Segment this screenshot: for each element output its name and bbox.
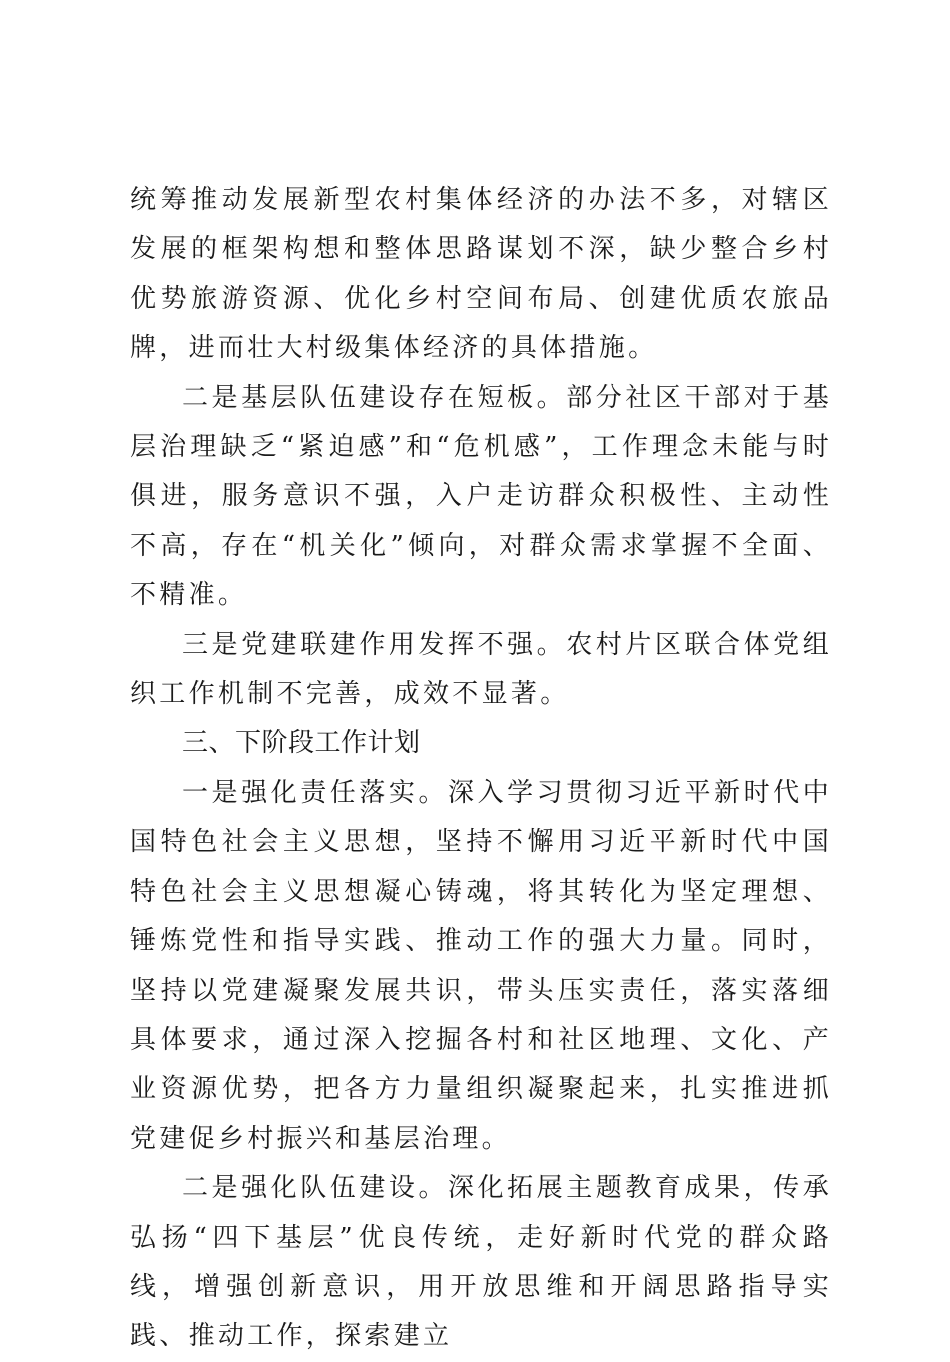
paragraph-collective-economy-continuation: 统筹推动发展新型农村集体经济的办法不多，对辖区发展的框架构想和整体思路谋划不深，缺少整合乡村优势旅游资源、优化乡村空间布局、创建优质农旅品牌，进而壮大村级集体经济的具体措施。 — [130, 185, 832, 364]
paragraph-party-building-alliance: 三是党建联建作用发挥不强。农村片区联合体党组织工作机制不完善，成效不显著。 — [130, 629, 832, 710]
paragraph-grassroots-team-shortcoming: 二是基层队伍建设存在短板。部分社区干部对于基层治理缺乏“紧迫感”和“危机感”，工作理念未能与时俱进，服务意识不强，入户走访群众积极性、主动性不高，存在“机关化”倾向，对群众需求掌握不全面、不精准。 — [130, 382, 832, 611]
paragraph-strengthen-responsibility: 一是强化责任落实。深入学习贯彻习近平新时代中国特色社会主义思想，坚持不懈用习近平新时代中国特色社会主义思想凝心铸魂，将其转化为坚定理想、锤炼党性和指导实践、推动工作的强大力量。同时，坚持以党建凝聚发展共识，带头压实责任，落实落细具体要求，通过深入挖掘各村和社区地理、文化、产业资源优势，把各方力量组织凝聚起来，扎实推进抓党建促乡村振兴和基层治理。 — [130, 777, 832, 1154]
document-page — [130, 176, 832, 1362]
paragraph-strengthen-team-building: 二是强化队伍建设。深化拓展主题教育成果，传承弘扬“四下基层”优良传统，走好新时代党的群众路线，增强创新意识，用开放思维和开阔思路指导实践、推动工作，探索建立 — [130, 1173, 832, 1352]
section-heading-next-phase-plan: 三、下阶段工作计划 — [182, 728, 421, 759]
